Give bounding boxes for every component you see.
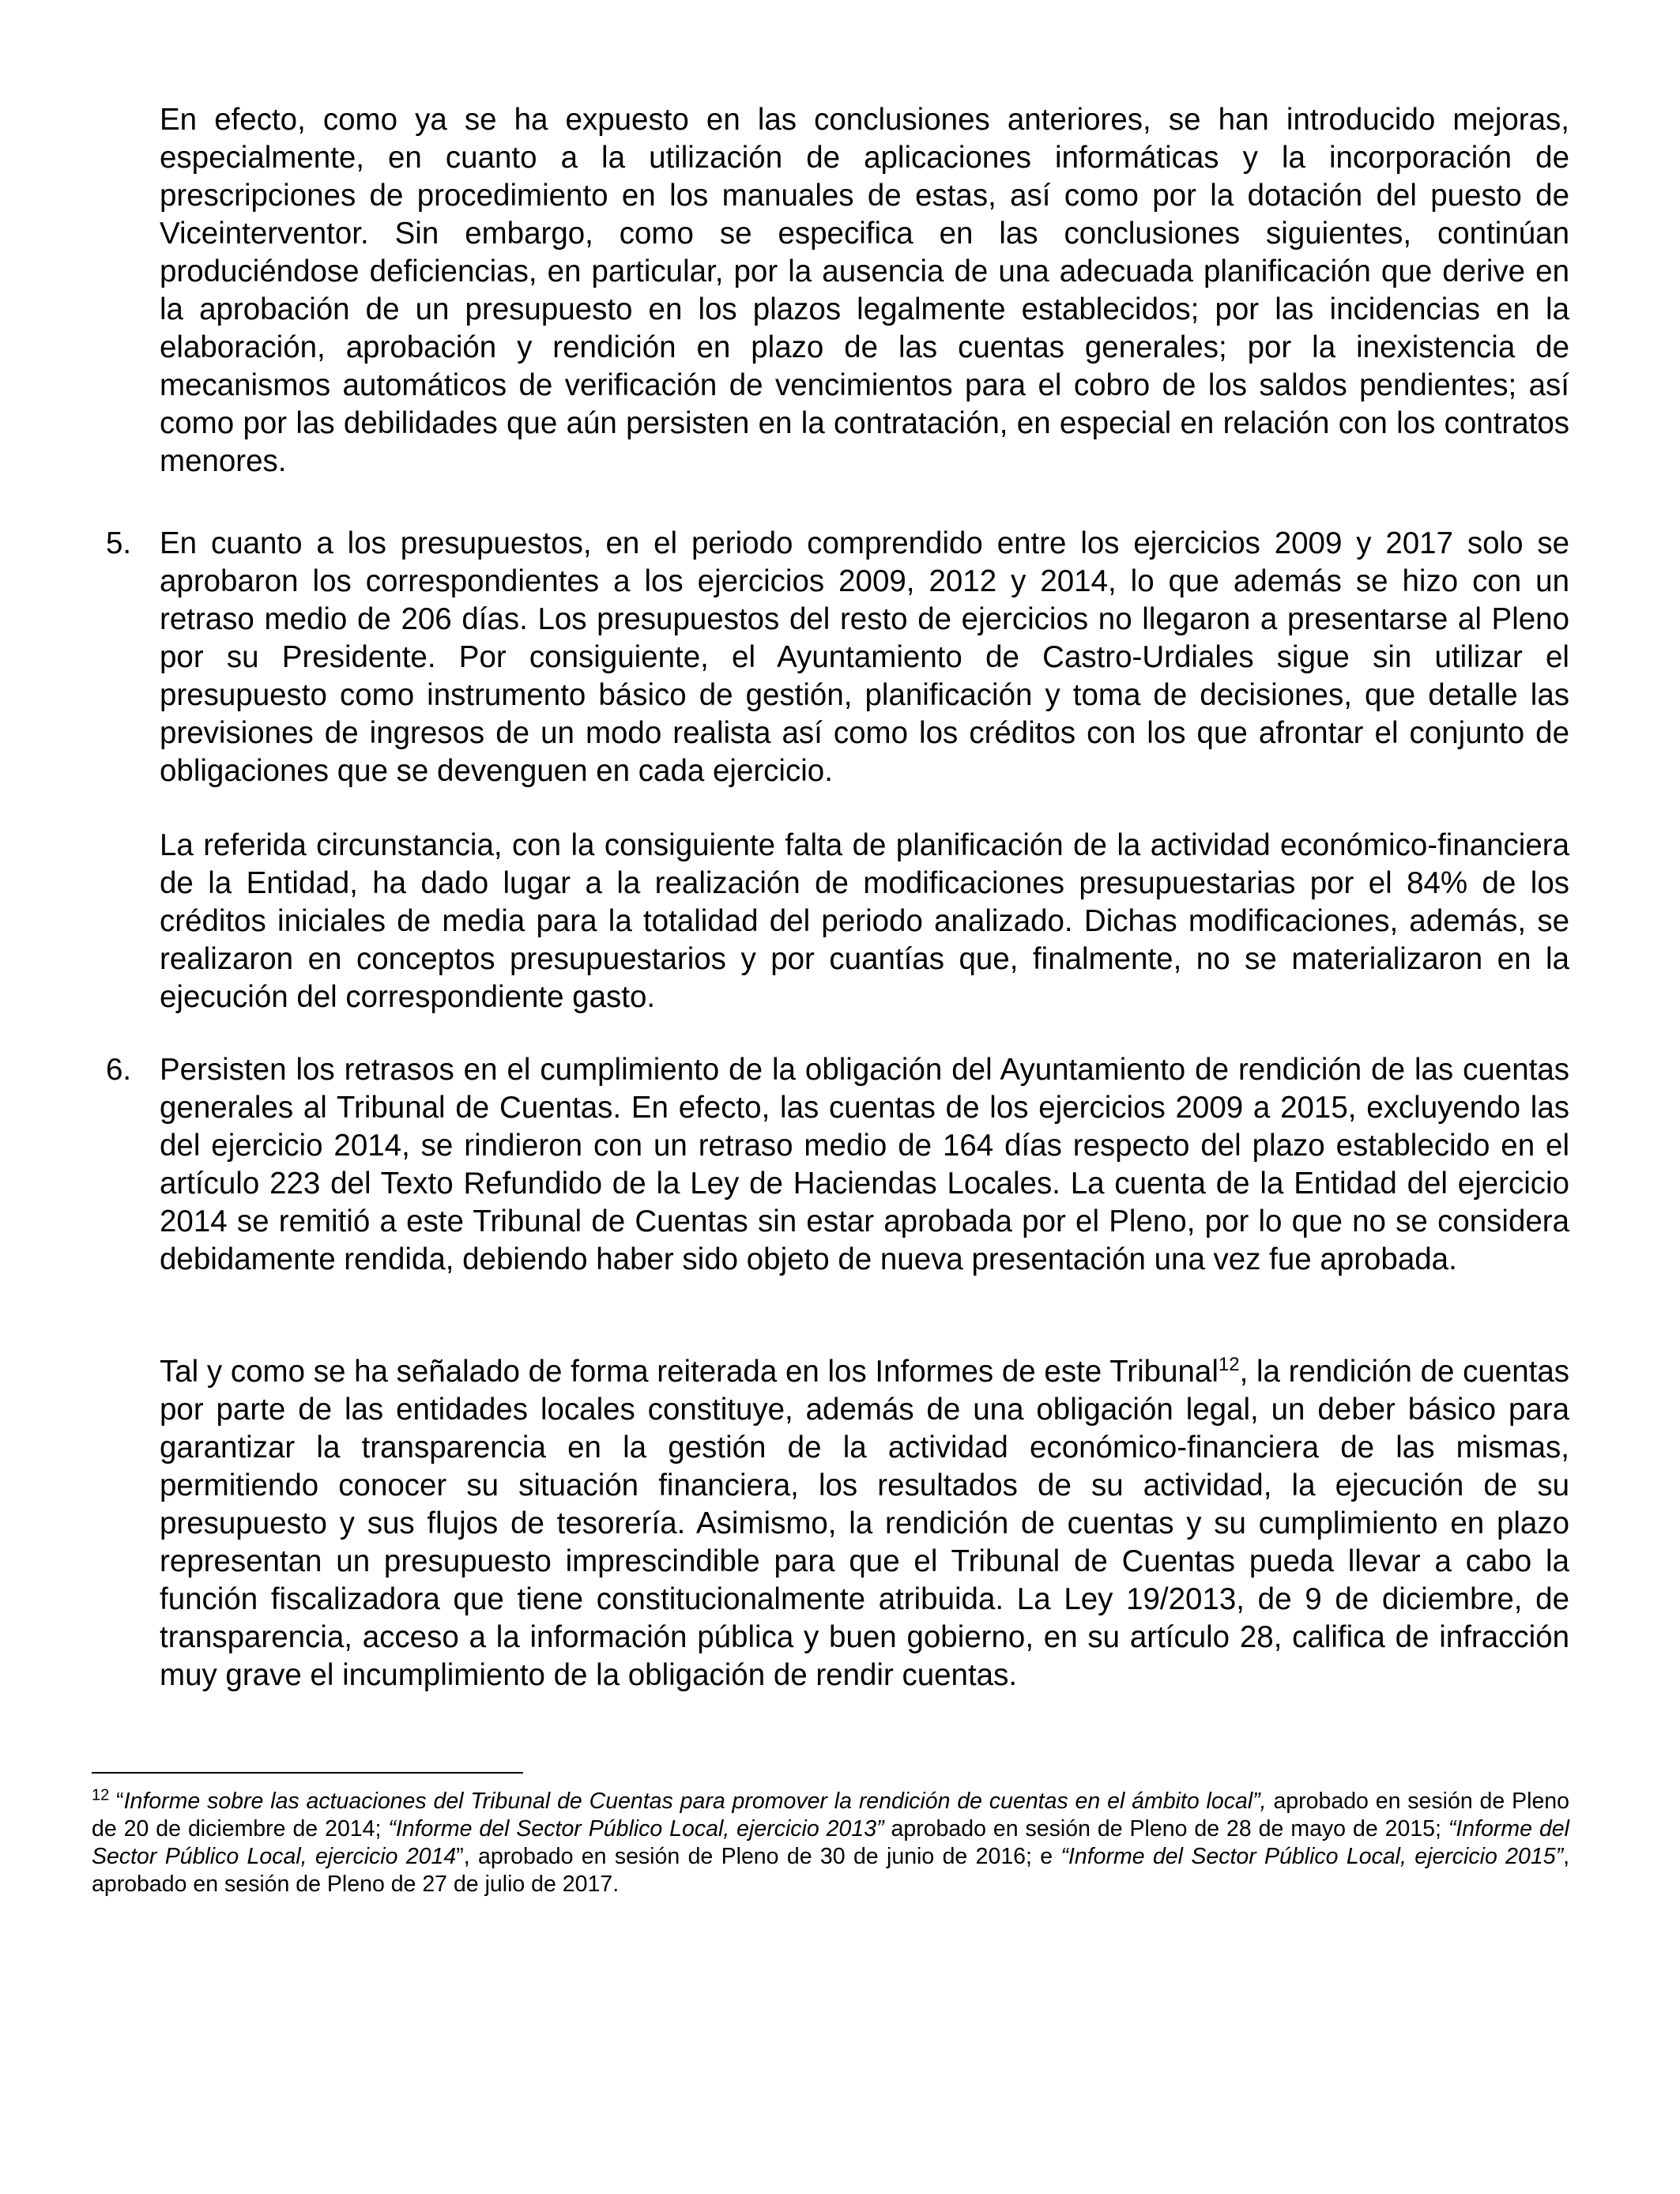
item-number-6: 6.	[106, 1053, 132, 1087]
footnote	[92, 1788, 1569, 1898]
paragraph-item-5-continued: La referida circunstancia, con la consiguiente falta de planificación de la actividad económico-financiera de la Entidad, ha dado lugar a la realización de modificaciones presupuestarias por el 84% de los créditos iniciales de media para la totalidad del periodo analizado. Dichas modificaciones, además, se realizaron en conceptos presupuestarios y por cuantías que, finalmente, no se materializaron en la ejecución del correspondiente gasto.	[160, 828, 1569, 1014]
footnote-separator	[92, 1772, 523, 1774]
footnote-text: “	[109, 1789, 124, 1814]
footnote-reference[interactable]: 12	[1218, 1354, 1240, 1376]
paragraph-intro: En efecto, como ya se ha expuesto en las conclusiones anteriores, se han introducido mejoras, especialmente, en cuanto a la utilización de aplicaciones informáticas y la incorporación de prescripciones de procedimiento en los manuales de estas, así como por la dotación del puesto de Viceinterventor. Sin embargo, como se especifica en las conclusiones siguientes, continúan produciéndose deficiencias, en particular, por la ausencia de una adecuada planificación que derive en la aprobación de un presupuesto en los plazos legalmente establecidos; por las incidencias en la elaboración, aprobación y rendición en plazo de las cuentas generales; por la inexistencia de mecanismos automáticos de verificación de vencimientos para el cobro de los saldos pendientes; así como por las debilidades que aún persisten en la contratación, en especial en relación con los contratos menores.	[160, 103, 1569, 478]
paragraph-item-6: Persisten los retrasos en el cumplimiento de la obligación del Ayuntamiento de rendición de las cuentas generales al Tribunal de Cuentas. En efecto, las cuentas de los ejercicios 2009 a 2015, excluyendo las del ejercicio 2014, se rindieron con un retraso medio de 164 días respecto del plazo establecido en el artículo 223 del Texto Refundido de la Ley de Haciendas Locales. La cuenta de la Entidad del ejercicio 2014 se remitió a este Tribunal de Cuentas sin estar aprobada por el Pleno, por lo que no se considera debidamente rendida, debiendo haber sido objeto de nueva presentación una vez fue aprobada.	[160, 1053, 1569, 1276]
footnote-text: aprobado en sesión de Pleno de 20 de diciembre de 2014;	[92, 1789, 1569, 1842]
footnote-text: aprobado en sesión de Pleno de 28 de mayo de 2015;	[883, 1816, 1448, 1842]
footnote-number: 12	[92, 1786, 110, 1804]
paragraph-text-part: , la rendición de cuentas por parte de las entidades locales constituye, además de una obligación legal, un deber básico para garantizar la transparencia en la gestión de la actividad económico-financiera de las mismas, permitiendo conocer su situación financiera, los resultados de su actividad, la ejecución de su presupuesto y sus flujos de tesorería. Asimismo, la rendición de cuentas y su cumplimiento en plazo representan un presupuesto imprescindible para que el Tribunal de Cuentas pueda llevar a cabo la función fiscalizadora que tiene constitucionalmente atribuida. La Ley 19/2013, de 9 de diciembre, de transparencia, acceso a la información pública y buen gobierno, en su artículo 28, califica de infracción muy grave el incumplimiento de la obligación de rendir cuentas.	[160, 1355, 1569, 1692]
footnote-text: , aprobado en sesión de Pleno de 27 de julio de 2017.	[92, 1844, 1569, 1897]
footnote-title: Informe sobre las actuaciones del Tribunal de Cuentas para promover la rendición de cuentas en el ámbito local”,	[123, 1789, 1267, 1814]
footnote-title: “Informe del Sector Público Local, ejercicio 2013”	[388, 1816, 884, 1842]
footnote-text: ”, aprobado en sesión de Pleno de 30 de junio de 2016; e	[456, 1844, 1061, 1869]
item-number-5: 5.	[106, 526, 132, 560]
paragraph-item-6-continued	[160, 1353, 1569, 1695]
paragraph-text-part: Tal y como se ha señalado de forma reiterada en los Informes de este Tribunal	[160, 1355, 1219, 1389]
footnote-title: “Informe del Sector Público Local, ejercicio 2014	[92, 1816, 1569, 1869]
paragraph-item-5: En cuanto a los presupuestos, en el periodo comprendido entre los ejercicios 2009 y 2017 solo se aprobaron los correspondientes a los ejercicios 2009, 2012 y 2014, lo que además se hizo con un retraso medio de 206 días. Los presupuestos del resto de ejercicios no llegaron a presentarse al Pleno por su Presidente. Por consiguiente, el Ayuntamiento de Castro-Urdiales sigue sin utilizar el presupuesto como instrumento básico de gestión, planificación y toma de decisiones, que detalle las previsiones de ingresos de un modo realista así como los créditos con los que afrontar el conjunto de obligaciones que se devenguen en cada ejercicio.	[160, 526, 1569, 788]
footnote-title: “Informe del Sector Público Local, ejercicio 2015”	[1060, 1844, 1564, 1869]
